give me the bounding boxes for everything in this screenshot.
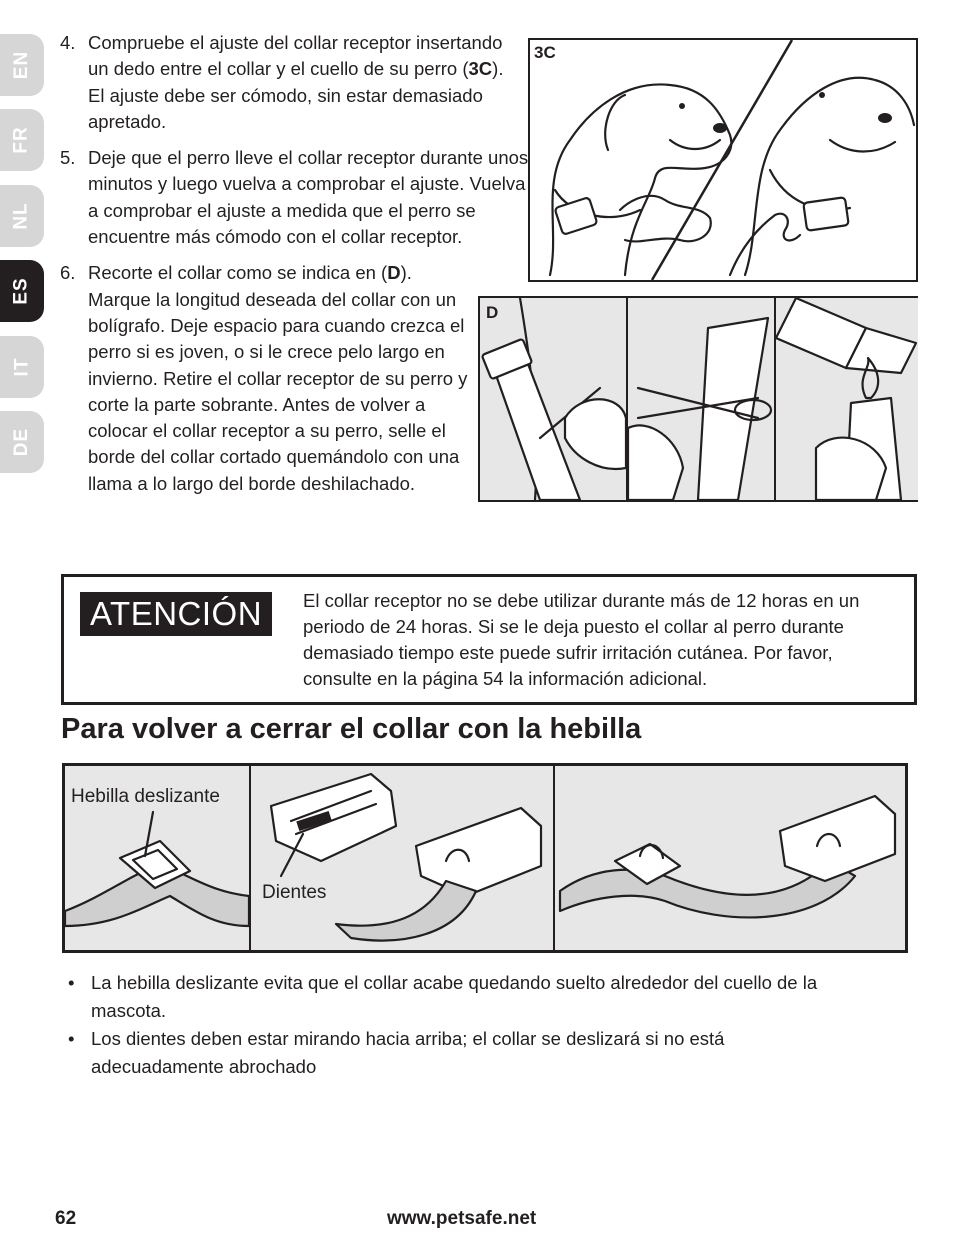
buckle-illustration [62,763,908,953]
footer-url[interactable]: www.petsafe.net [387,1208,537,1229]
warning-text: El collar receptor no se debe utilizar durante más de 12 horas en un periodo de 24 horas. Si se le deja puesto el collar al perro durante demasiado tiempo este puede sufrir irritación cutánea. Por favor, consulte en la página 54 la información adicional. [303,590,860,689]
step-number: 6. [60,262,76,284]
flame-seal-illustration [776,298,918,500]
list-item: • Los dientes deben estar mirando hacia arriba; el collar se deslizará si no está adecuadamente abrochado [66,1025,791,1080]
pen-marking-illustration [480,298,626,500]
instruction-steps [60,30,529,507]
buckle-notes [66,969,866,1081]
lang-tab-es[interactable]: ES [0,260,44,322]
list-item: • La hebilla deslizante evita que el collar acabe quedando suelto alrededor del cuello de la mascota. [66,969,866,1024]
step-5 [60,145,533,250]
step-number: 4. [60,32,76,53]
figure-d [478,296,918,502]
lang-tab-it[interactable]: IT [0,336,44,398]
step-6 [60,260,473,497]
step-number: 5. [60,147,76,169]
figure-label: D [486,303,499,322]
dog-collar-fit-illustration [530,40,916,280]
closed-buckle-illustration [555,766,907,950]
trim-panel-seal [774,298,918,500]
step-text: ). El ajuste debe ser cómodo, sin estar demasiado apretado. [88,58,504,132]
figure-label: 3C [534,43,556,62]
figure-ref: 3C [468,58,493,80]
trim-panel-mark [480,298,626,500]
buckle-panel-teeth [249,766,555,950]
section-heading: Para volver a cerrar el collar con la hebilla [61,713,642,745]
buckle-panel-closed [553,766,907,950]
figure-3c [528,38,918,282]
step-text: Deje que el perro lleve el collar receptor durante unos minutos y luego vuelva a comprobar el ajuste. Vuelva a comprobar el ajuste a medida que el perro se encuentre más cómodo con el collar receptor. [88,147,529,248]
lang-tab-nl[interactable]: NL [0,185,44,247]
callout-slide-buckle: Hebilla deslizante [71,786,220,807]
callout-teeth: Dientes [262,882,327,903]
buckle-teeth-illustration [251,766,555,950]
lang-tab-fr[interactable]: FR [0,109,44,171]
step-text: Compruebe el ajuste del collar receptor insertando un dedo entre el collar y el cuello de su perro ( [88,32,503,80]
trim-panel-cut [626,298,776,500]
step-text: Recorte el collar como se indica en ( [88,262,388,284]
page-number: 62 [55,1208,77,1229]
figure-ref: D [387,262,401,284]
lang-tab-de[interactable]: DE [0,411,44,473]
warning-title: ATENCIÓN [80,592,272,636]
step-4 [60,30,522,135]
warning-box [61,574,917,705]
scissors-cut-illustration [628,298,776,500]
step-text: ). Marque la longitud deseada del collar con un bolígrafo. Deje espacio para cuando crezca el perro si es joven, o si le crece pelo largo en invierno. Retire el collar receptor de su perro y corte la parte sobrante. Antes de volver a colocar el collar receptor a su perro, selle el borde del collar cortado quemándolo con una llama a lo largo del borde deshilachado. [88,262,468,494]
lang-tab-en[interactable]: EN [0,34,44,96]
